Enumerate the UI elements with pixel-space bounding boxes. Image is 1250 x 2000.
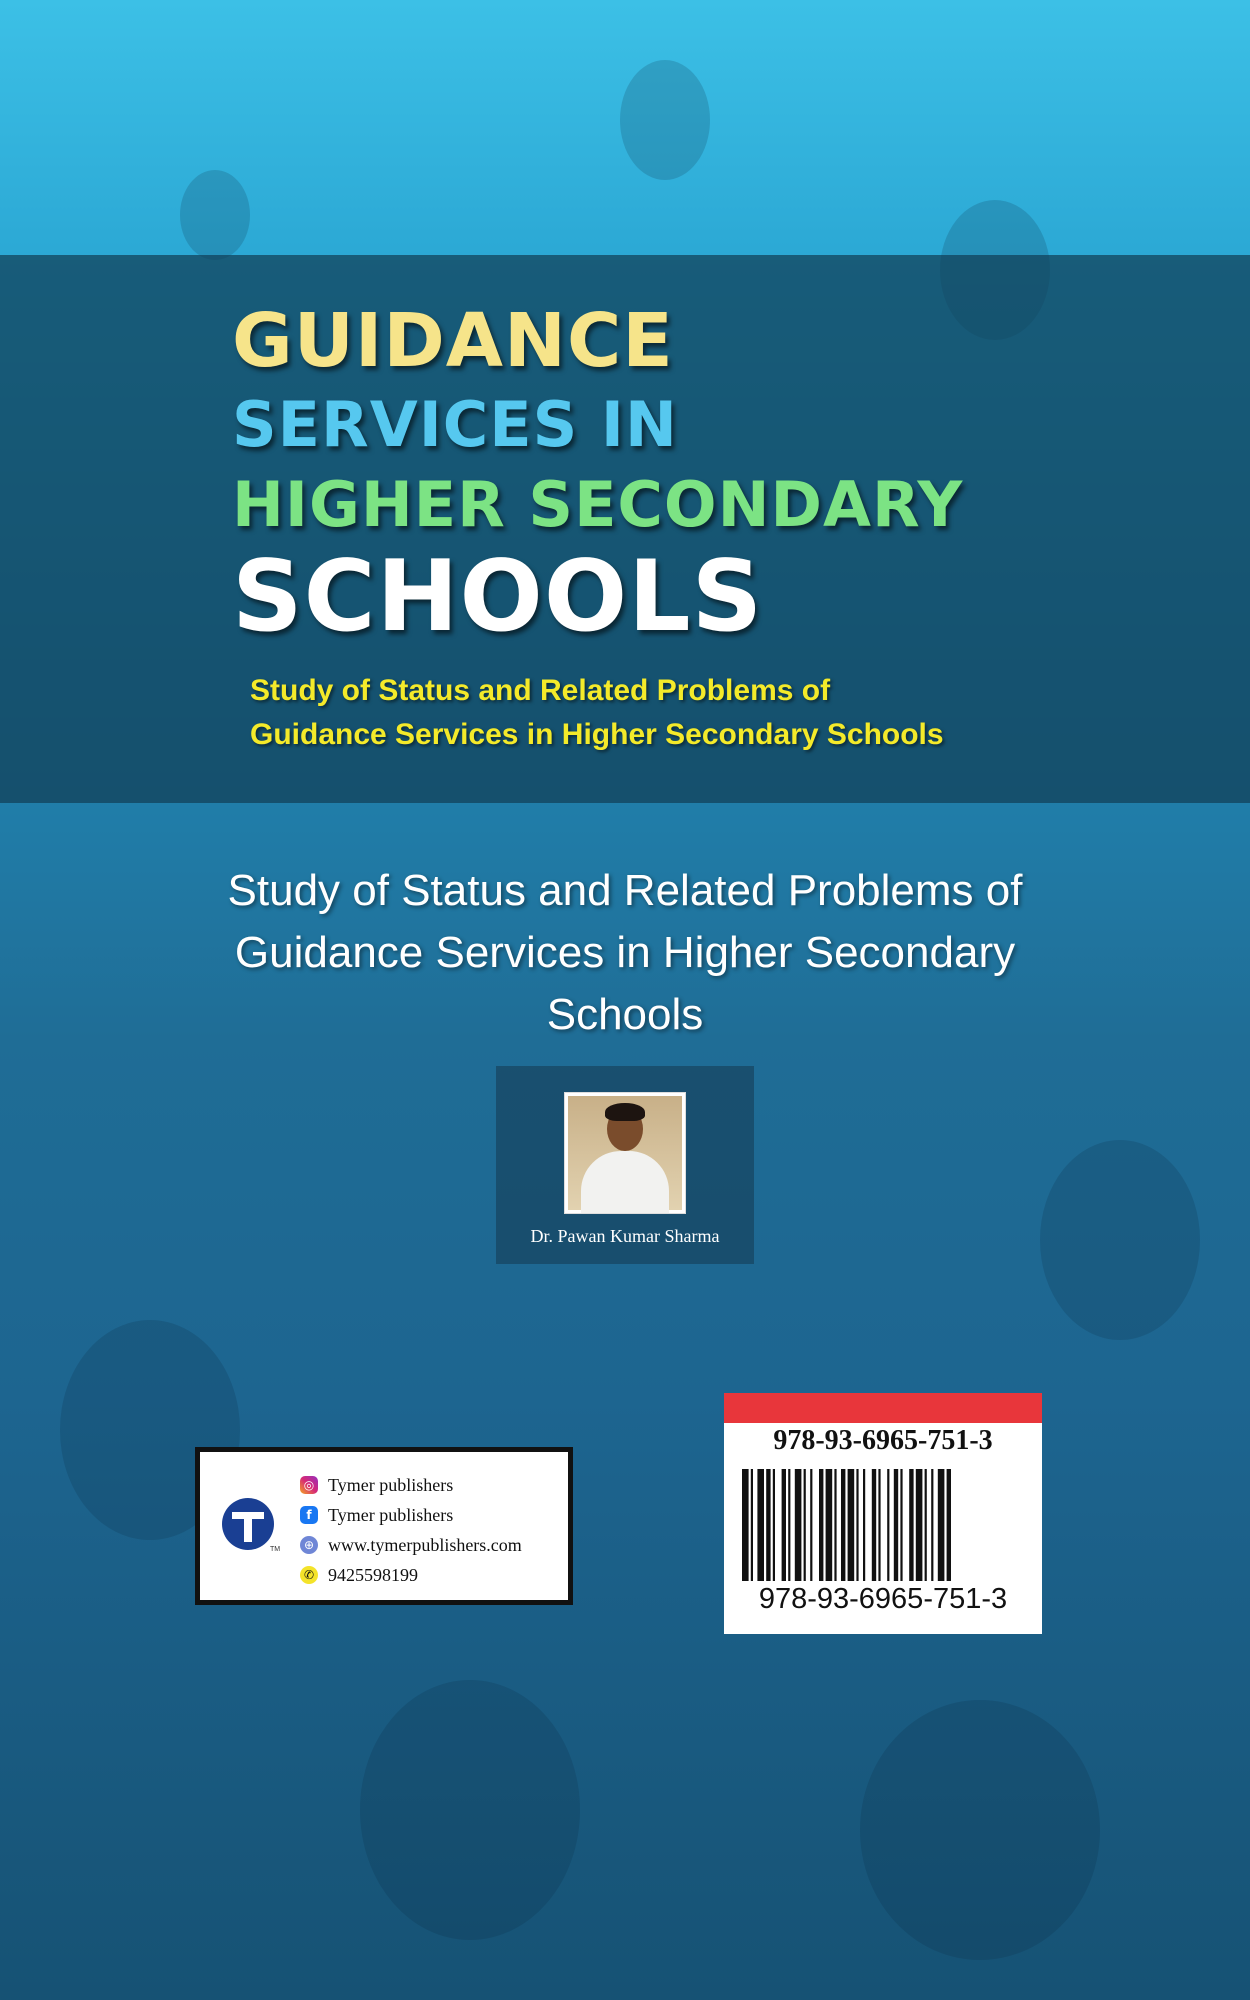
author-portrait <box>564 1092 686 1214</box>
background-figure <box>180 170 250 260</box>
publisher-instagram[interactable] <box>300 1472 453 1498</box>
isbn-header-strip <box>724 1393 1042 1423</box>
isbn-bottom-text: 978-93-6965-751-3 <box>758 1583 1008 1615</box>
title-line-3: HIGHER SECONDARY <box>232 468 964 541</box>
subtitle-line-1: Study of Status and Related Problems of <box>250 674 831 707</box>
publisher-website[interactable] <box>300 1532 522 1558</box>
isbn-barcode-panel <box>724 1393 1042 1634</box>
description-line-1: Study of Status and Related Problems of <box>227 866 1023 915</box>
author-panel <box>496 1066 754 1264</box>
background-figure <box>1040 1140 1200 1340</box>
title-line-4: SCHOOLS <box>232 540 764 654</box>
background-figure <box>860 1700 1100 1960</box>
publisher-panel <box>195 1447 573 1605</box>
subtitle-line-2: Guidance Services in Higher Secondary Schools <box>250 718 944 751</box>
facebook-icon: f <box>300 1506 318 1524</box>
barcode-icon <box>740 1469 1026 1589</box>
tymer-logo-icon <box>222 1498 274 1550</box>
publisher-website-text: www.tymerpublishers.com <box>328 1534 522 1555</box>
globe-icon: ⊕ <box>300 1536 318 1554</box>
publisher-facebook-text: Tymer publishers <box>328 1504 454 1525</box>
author-name: Dr. Pawan Kumar Sharma <box>530 1226 720 1246</box>
publisher-phone[interactable] <box>300 1562 418 1588</box>
description-line-3: Schools <box>546 990 704 1039</box>
description-line-2: Guidance Services in Higher Secondary <box>234 928 1016 977</box>
isbn-top-text: 978-93-6965-751-3 <box>773 1425 993 1456</box>
instagram-icon: ◎ <box>300 1476 318 1494</box>
publisher-phone-text: 9425598199 <box>328 1564 418 1585</box>
title-line-2: SERVICES IN <box>232 388 678 461</box>
publisher-instagram-text: Tymer publishers <box>328 1474 454 1495</box>
background-figure <box>620 60 710 180</box>
trademark-icon: TM <box>270 1546 281 1553</box>
background-figure <box>360 1680 580 1940</box>
publisher-facebook[interactable] <box>300 1502 453 1528</box>
description <box>0 860 1250 1046</box>
title-line-1: GUIDANCE <box>232 298 674 384</box>
phone-icon: ✆ <box>300 1566 318 1584</box>
